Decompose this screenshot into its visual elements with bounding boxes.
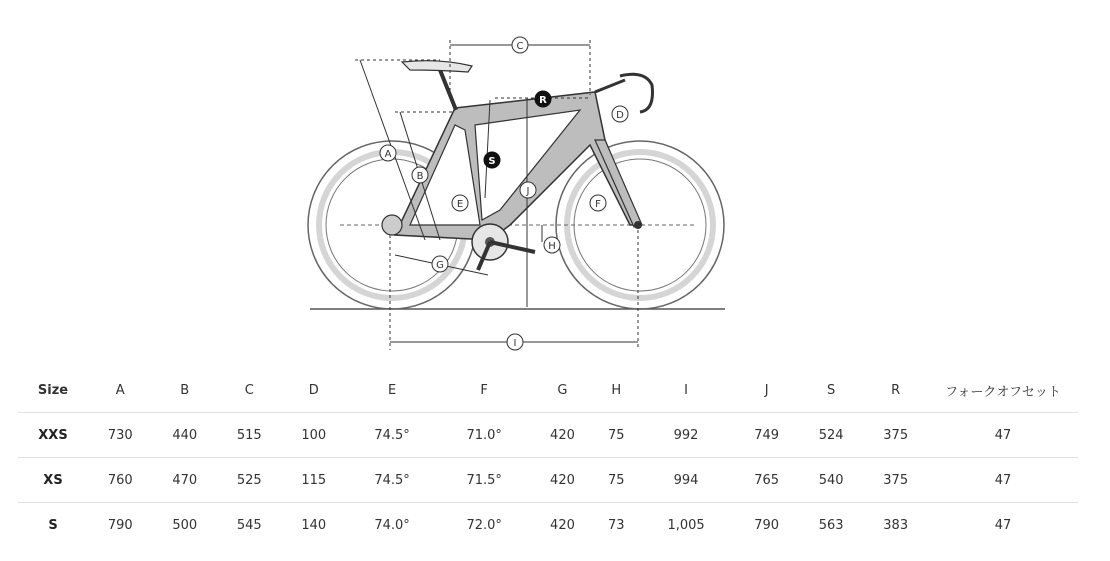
table-cell: 47	[928, 413, 1078, 458]
bike-frame-illustration	[300, 30, 740, 360]
header-g: G	[530, 368, 595, 413]
header-s: S	[799, 368, 864, 413]
label-c	[512, 37, 528, 53]
table-cell: 100	[282, 413, 347, 458]
table-cell: 540	[799, 458, 864, 503]
table-cell: 760	[88, 458, 153, 503]
header-fork-offset: フォークオフセット	[928, 368, 1078, 413]
label-g	[432, 256, 448, 272]
table-cell: 790	[754, 517, 780, 533]
label-i	[507, 334, 523, 350]
table-cell: 994	[638, 458, 735, 503]
table-cell: 73	[607, 517, 625, 533]
table-cell: 74.5°	[346, 458, 438, 503]
table-cell: 420	[530, 413, 595, 458]
size-cell: S	[48, 517, 58, 533]
table-cell: 1,005	[667, 517, 705, 533]
header-i: I	[638, 368, 735, 413]
table-cell: 72.0°	[466, 517, 502, 533]
label-f	[590, 195, 606, 211]
table-cell: 730	[88, 413, 153, 458]
table-cell: 375	[863, 458, 928, 503]
geometry-table	[18, 368, 1078, 547]
header-a: A	[88, 368, 153, 413]
table-cell: 74.0°	[374, 517, 410, 533]
table-cell: 440	[153, 413, 218, 458]
label-d	[612, 106, 628, 122]
table-cell: 375	[863, 413, 928, 458]
table-cell: 47	[994, 517, 1012, 533]
table-cell: 563	[818, 517, 844, 533]
svg-text:G: G	[436, 260, 444, 271]
table-cell: 71.5°	[438, 458, 530, 503]
svg-text:I: I	[513, 338, 517, 349]
svg-text:A: A	[384, 149, 392, 160]
header-h: H	[595, 368, 638, 413]
table-cell: 420	[530, 458, 595, 503]
table-cell: 75	[595, 458, 638, 503]
label-s	[484, 152, 500, 168]
table-header-row	[18, 368, 1078, 413]
svg-text:F: F	[595, 199, 601, 210]
bike-geometry-diagram	[300, 30, 740, 360]
table-row	[18, 503, 1078, 548]
size-cell: XS	[18, 458, 88, 503]
table-cell: 992	[638, 413, 735, 458]
table-cell: 115	[282, 458, 347, 503]
label-h	[544, 237, 560, 253]
header-b: B	[153, 368, 218, 413]
table-cell: 71.0°	[438, 413, 530, 458]
header-d: D	[282, 368, 347, 413]
svg-text:B: B	[416, 171, 424, 182]
svg-text:S: S	[488, 156, 496, 167]
table-row	[18, 413, 1078, 458]
svg-text:J: J	[526, 186, 530, 197]
header-j: J	[734, 368, 799, 413]
label-b	[412, 167, 428, 183]
table-cell: 47	[928, 458, 1078, 503]
table-cell: 515	[217, 413, 282, 458]
header-e: E	[346, 368, 438, 413]
table-cell: 470	[153, 458, 218, 503]
label-e	[452, 195, 468, 211]
label-r	[535, 91, 551, 107]
table-cell: 524	[799, 413, 864, 458]
table-cell: 74.5°	[346, 413, 438, 458]
table-cell: 790	[107, 517, 133, 533]
header-size: Size	[18, 368, 88, 413]
table-cell: 140	[301, 517, 327, 533]
table-cell: 420	[550, 517, 575, 533]
header-c: C	[217, 368, 282, 413]
svg-text:H: H	[548, 241, 556, 252]
table-cell: 749	[734, 413, 799, 458]
header-f: F	[438, 368, 530, 413]
table-cell: 500	[172, 517, 198, 533]
table-cell: 383	[883, 517, 909, 533]
label-j	[520, 182, 536, 198]
header-r: R	[863, 368, 928, 413]
size-cell: XXS	[18, 413, 88, 458]
svg-text:E: E	[456, 199, 464, 210]
table-cell: 525	[217, 458, 282, 503]
table-cell: 75	[595, 413, 638, 458]
svg-text:R: R	[539, 95, 547, 106]
table-cell: 545	[236, 517, 262, 533]
table-cell: 765	[734, 458, 799, 503]
svg-text:C: C	[516, 41, 524, 52]
svg-text:D: D	[616, 110, 624, 121]
label-a	[380, 145, 396, 161]
table-row	[18, 458, 1078, 503]
